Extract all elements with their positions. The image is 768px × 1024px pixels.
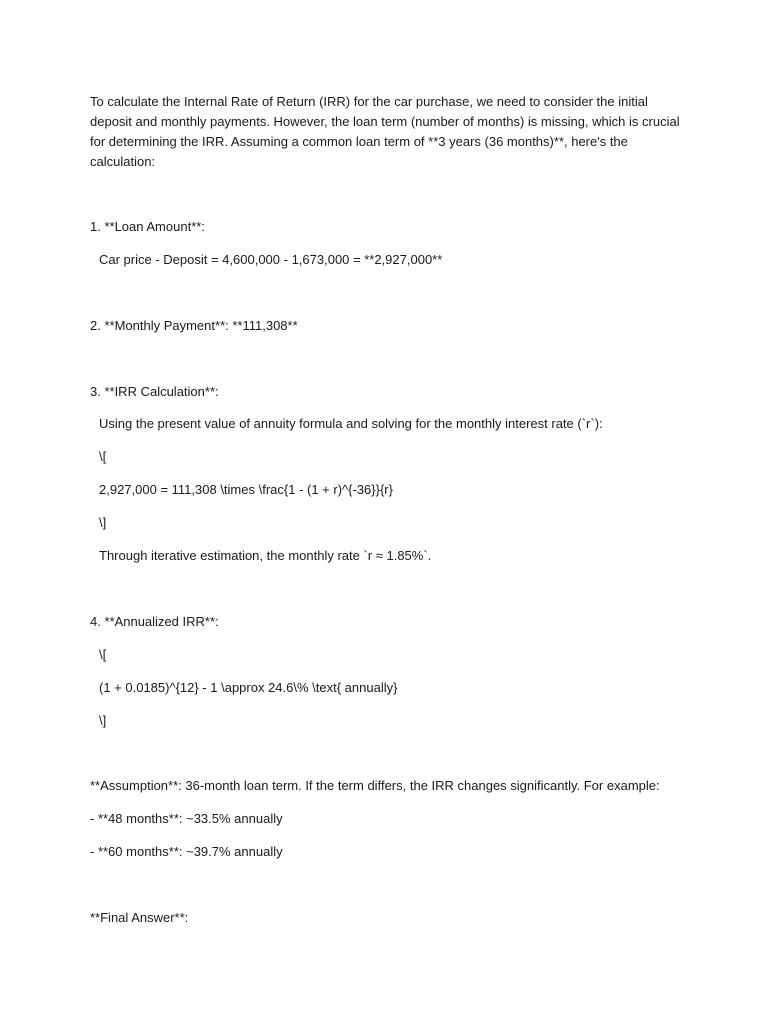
step4-heading: 4. **Annualized IRR**:	[90, 614, 219, 629]
step3-result: Through iterative estimation, the monthly rate `r ≈ 1.85%`.	[99, 548, 432, 563]
assumption-text: **Assumption**: 36-month loan term. If the term differs, the IRR changes significantly. For example:	[90, 778, 660, 793]
assumption-item-60: - **60 months**: ~39.7% annually	[90, 844, 283, 859]
step1-loan-amount: Car price - Deposit = 4,600,000 - 1,673,000 = **2,927,000**	[99, 252, 443, 267]
step4-formula-close: \]	[99, 713, 107, 728]
step1-heading: 1. **Loan Amount**:	[90, 219, 205, 234]
intro-line-2: deposit and monthly payments. However, the loan term (number of months) is missing, which is crucial	[90, 114, 680, 129]
assumption-item-48: - **48 months**: ~33.5% annually	[90, 811, 283, 826]
step3-formula-open: \[	[99, 449, 107, 464]
final-answer-heading: **Final Answer**:	[90, 910, 189, 925]
intro-line-4: calculation:	[90, 154, 156, 169]
step3-formula-close: \]	[99, 515, 107, 530]
step3-description: Using the present value of annuity formula and solving for the monthly interest rate (`r`):	[99, 416, 603, 431]
intro-line-3: for determining the IRR. Assuming a common loan term of **3 years (36 months)**, here's the	[90, 134, 628, 149]
step4-formula: (1 + 0.0185)^{12} - 1 \approx 24.6\% \text{ annually}	[99, 680, 398, 695]
step3-formula: 2,927,000 = 111,308 \times \frac{1 - (1 + r)^{-36}}{r}	[99, 482, 393, 497]
step4-formula-open: \[	[99, 647, 107, 662]
step3-heading: 3. **IRR Calculation**:	[90, 384, 219, 399]
step2-heading: 2. **Monthly Payment**: **111,308**	[90, 318, 298, 333]
intro-line-1: To calculate the Internal Rate of Return (IRR) for the car purchase, we need to consider the initial	[90, 94, 648, 109]
